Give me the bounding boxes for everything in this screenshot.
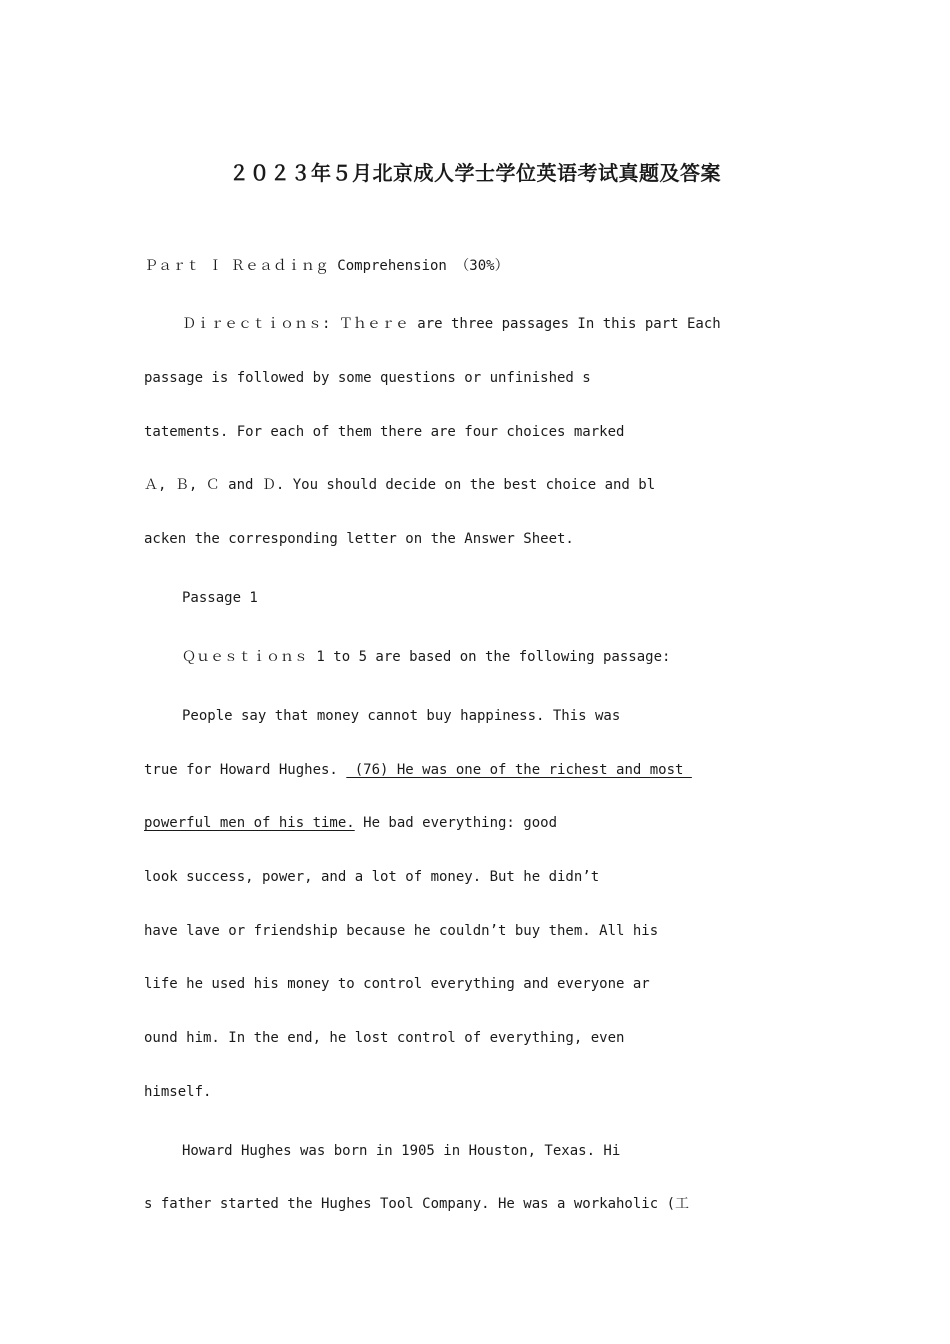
paragraph-line: himself. bbox=[144, 1084, 212, 1100]
underlined-sentence-76: (76) He was one of the richest and most bbox=[346, 762, 692, 778]
paragraph-line: look success, power, and a lot of money. But he didn’t bbox=[144, 869, 600, 885]
paragraph-line: ound him. In the end, he lost control of everything, even bbox=[144, 1030, 625, 1046]
paragraph-line bbox=[144, 813, 809, 833]
passage-label: Passage 1 bbox=[182, 590, 258, 606]
paragraph-line: life he used his money to control everything and everyone ar bbox=[144, 976, 650, 992]
paragraph-line bbox=[144, 760, 809, 780]
questions-instruction: Ｑｕｅｓｔｉｏｎｓ 1 to 5 are based on the following passage: bbox=[182, 649, 671, 665]
paragraph-text: He bad everything: good bbox=[354, 815, 558, 831]
paragraph-line: People say that money cannot buy happiness. This was bbox=[182, 708, 621, 724]
paragraph-line: have lave or friendship because he couldn’t buy them. All his bbox=[144, 923, 659, 939]
paragraph-line: Howard Hughes was born in 1905 in Houston, Texas. Hi bbox=[182, 1143, 621, 1159]
directions-line: Ｄｉｒｅｃｔｉｏｎｓ: Ｔｈｅｒｅ are three passages In this part Each bbox=[182, 316, 721, 332]
directions-line: acken the corresponding letter on the Answer Sheet. bbox=[144, 531, 574, 547]
document-title: ２０２３年５月北京成人学士学位英语考试真题及答案 bbox=[229, 161, 721, 185]
paragraph-line: s father started the Hughes Tool Company. He was a workaholic (工 bbox=[144, 1196, 690, 1212]
directions-line: passage is followed by some questions or unfinished s bbox=[144, 370, 591, 386]
paragraph-text: true for Howard Hughes. bbox=[144, 762, 347, 778]
part-heading: Ｐａｒｔ Ｉ Ｒｅａｄｉｎｇ Comprehension （30%） bbox=[144, 258, 509, 274]
directions-line: tatements. For each of them there are four choices marked bbox=[144, 424, 625, 440]
directions-line: Ａ, Ｂ, Ｃ and Ｄ. You should decide on the best choice and bl bbox=[144, 477, 656, 493]
underlined-sentence-76: powerful men of his time. bbox=[144, 815, 355, 831]
